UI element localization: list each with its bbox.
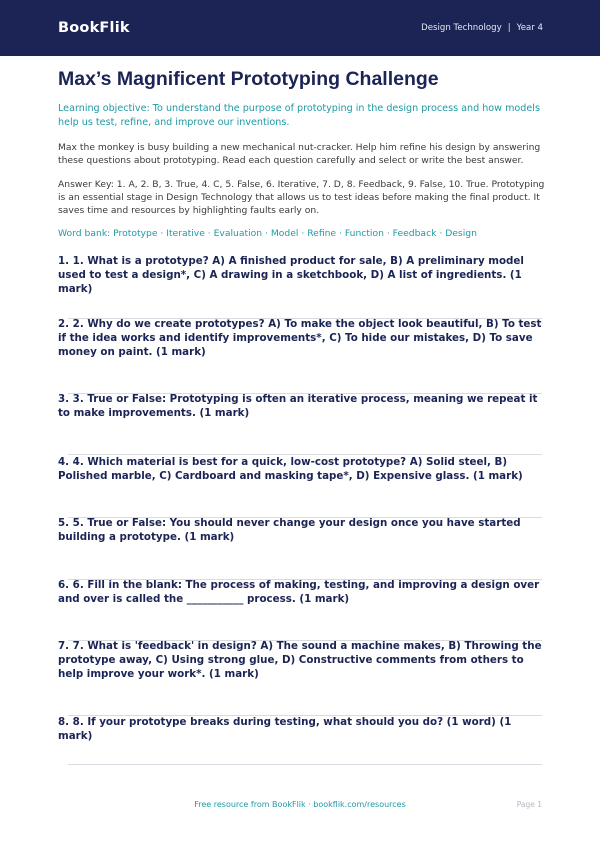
page-title: Max’s Magnificent Prototyping Challenge	[58, 68, 439, 90]
word-bank: Word bank: Prototype · Iterative · Evaluation · Model · Refine · Function · Feedback · Design	[58, 228, 477, 240]
answer-key: Answer Key: 1. A, 2. B, 3. True, 4. C, 5. False, 6. Iterative, 7. D, 8. Feedback, 9. False, 10. True. Prototyping is an essential stage in Design Technology that allows us to test ideas before making the final product. It saves time and resources by highlighting faults early on.	[58, 178, 545, 217]
worksheet-intro	[58, 62, 548, 240]
subject-label: Design Technology	[421, 23, 502, 33]
top-header-bar	[0, 0, 600, 56]
header-separator: |	[507, 23, 511, 33]
question-5: 5. 5. True or False: You should never change your design once you have started building a prototype. (1 mark)	[58, 517, 521, 544]
page-footer	[0, 800, 600, 816]
year-label: Year 4	[516, 23, 543, 33]
question-6: 6. 6. Fill in the blank: The process of making, testing, and improving a design over and over is called the ___________ process. (1 mark)	[58, 579, 540, 606]
question-2: 2. 2. Why do we create prototypes? A) To make the object look beautiful, B) To test if the idea works and identify improvements*, C) To hide our mistakes, D) To save money on paint. (1 mark)	[58, 318, 542, 359]
question-1: 1. 1. What is a prototype? A) A finished product for sale, B) A preliminary model used to test a design*, C) A drawing in a sketchbook, D) A list of ingredients. (1 mark)	[58, 255, 524, 296]
question-4: 4. 4. Which material is best for a quick, low-cost prototype? A) Solid steel, B) Polished marble, C) Cardboard and masking tape*, D) Expensive glass. (1 mark)	[58, 456, 523, 483]
question-7: 7. 7. What is 'feedback' in design? A) The sound a machine makes, B) Throwing the prototype away, C) Using strong glue, D) Constructive comments from others to help improve your work*. (1 mark)	[58, 640, 542, 681]
header-meta	[421, 23, 543, 33]
question-8: 8. 8. If your prototype breaks during testing, what should you do? (1 word) (1 mark)	[58, 716, 512, 743]
question-3: 3. 3. True or False: Prototyping is often an iterative process, meaning we repeat it to make improvements. (1 mark)	[58, 393, 538, 420]
page-number: Page 1	[516, 800, 542, 809]
intro-paragraph: Max the monkey is busy building a new mechanical nut-cracker. Help him refine his design by answering these questions about prototyping. Read each question carefully and select or write the best answer.	[58, 142, 541, 167]
footer-resource-link[interactable]: Free resource from BookFlik · bookflik.com/resources	[194, 800, 406, 809]
learning-objective: Learning objective: To understand the purpose of prototyping in the design process and how models help us test, refine, and improve our inventions.	[58, 103, 540, 128]
answer-line-8[interactable]	[68, 764, 542, 765]
brand-logo-text[interactable]: BookFlik	[58, 20, 130, 36]
